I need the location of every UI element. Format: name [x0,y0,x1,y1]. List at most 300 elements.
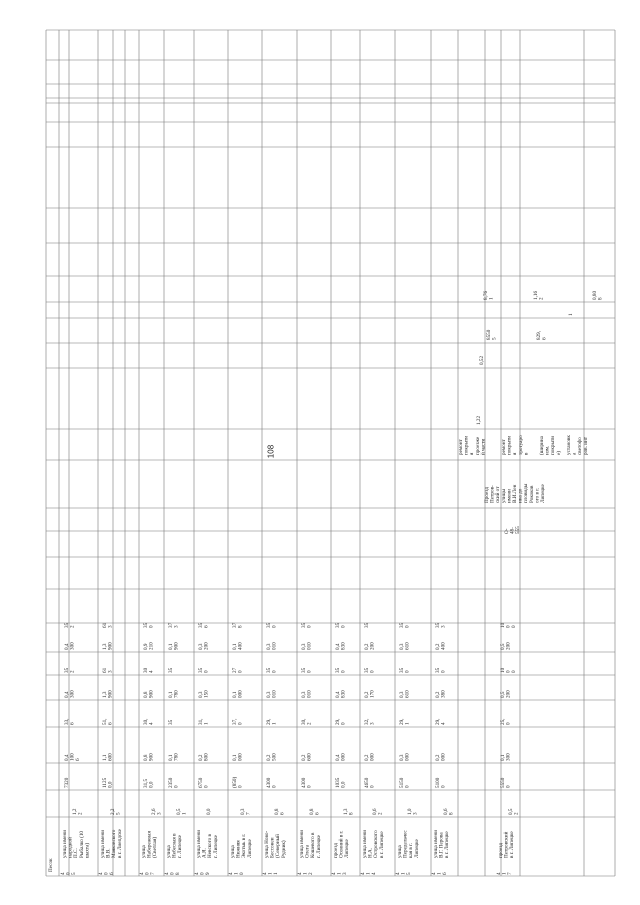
text-line: 5550 [500,777,506,788]
street-name [196,830,219,858]
text-line: Петров- [489,485,496,503]
text-line: ров. инт [582,436,589,455]
row-number [360,872,377,875]
text-line: улица имени [100,829,106,858]
value-cell [335,753,347,761]
text-line: 4 [139,872,145,875]
text-line: 35 [64,667,70,673]
text-line: 0 [144,872,151,875]
text-line: Липецке [246,839,253,858]
text-line: Рококов [528,485,535,503]
text-line: 7320 [64,777,70,788]
text-line: 0 [369,785,376,788]
text-line: 0,3 [266,643,272,650]
text-line: 0 [148,625,155,628]
value-cell [435,719,447,725]
value-cell [198,753,210,761]
text-line: 0,1 [500,754,506,761]
value-cell [64,719,76,725]
value-cell [335,690,347,698]
value-cell [309,808,321,815]
text-line: 0 [340,670,347,673]
value-cell [301,777,313,788]
text-line: 1 [404,722,411,725]
text-line: 1035 [335,777,341,788]
object-code [504,526,521,534]
value-cell [335,777,347,788]
value-cell [443,808,455,815]
text-line: 2350 [168,777,174,788]
text-line: 300 [69,642,76,650]
value-cell [232,642,244,650]
value-cell [168,690,180,698]
text-line: 0,8 [309,808,315,815]
value-cell [143,779,155,788]
text-line: 0 [404,670,411,673]
text-line: проезже [474,436,481,455]
text-line: Рудник) [280,840,287,858]
value-cell [435,642,447,650]
text-line: 6 [69,722,76,725]
text-line: 010 [306,690,313,698]
works-type [501,435,529,455]
row-number [262,872,279,875]
works-type [538,435,562,455]
text-line: 0 [173,785,180,788]
text-line: 0 [404,785,411,788]
row-number [331,872,348,875]
value-cell [435,690,447,698]
text-line: 35 [198,622,204,628]
value-cell [364,719,376,725]
text-line: 6 [279,812,286,815]
text-line: 5 [71,872,78,875]
text-line: 0,4 [64,691,70,698]
text-line: 0 [340,722,347,725]
text-line: Невского в [207,834,214,858]
text-line: 0,3 [399,643,405,650]
text-line: 6 [107,722,114,725]
text-line: 35 [198,667,204,673]
text-line: 0,2 [364,691,370,698]
value-cell [168,667,174,673]
value-cell [240,808,252,815]
text-line: 0,3 [198,643,204,650]
row-number [194,872,211,875]
value-cell [198,777,210,788]
text-line: 010 [271,642,278,650]
text-line: 25, [500,718,506,725]
text-line: (Северный [275,834,282,858]
text-line: 829, [536,330,542,340]
text-line: 0,4 [335,754,341,761]
text-line: Нижняя [235,840,242,858]
text-line: 35 [64,622,70,628]
text-line: 0 [237,670,244,673]
text-line: в г. Липецке [444,831,451,858]
text-line: 0,2 [435,643,441,650]
text-line: 2,2 [110,808,116,815]
text-line: 8550 [486,329,492,340]
text-line: 2 [69,625,76,628]
row-number [297,872,314,875]
text-line: 51, [102,718,108,725]
text-line: 0 [271,670,278,673]
text-line: в г. Лиепдске [116,829,123,858]
text-line: 35 [301,622,307,628]
text-line: 29, [266,718,272,725]
text-line: 3 [440,625,447,628]
text-line: светофо [577,437,584,455]
text-line: 7 [150,872,157,875]
text-line: 3 [107,625,114,628]
value-cell [143,719,155,725]
value-cell [168,642,180,650]
text-line: имени [506,489,513,503]
text-line: 0 [306,670,313,673]
text-line: 0 [306,785,313,788]
value-cell [335,642,347,650]
value-cell [500,753,512,761]
text-line: 4 [395,872,401,875]
text-line: 780 [173,753,180,761]
text-line: покрыти [550,435,557,455]
text-line: 35 [364,622,370,628]
text-line: 0,9 [143,643,149,650]
text-line: 61 [102,622,108,628]
text-line: 1,3 [102,643,108,650]
value-cell [232,667,244,673]
text-line: 37, [232,718,238,725]
text-line: В.И.Лен [512,484,518,503]
text-line: Экотыь в г. [241,833,248,858]
text-line: 200 [369,642,376,650]
text-line: покрыти [463,435,470,455]
text-line: 0,1 [232,643,238,650]
text-line: й части [480,438,487,455]
text-line: 4 [440,722,447,725]
text-line: 1 [203,722,210,725]
row-number [496,872,513,875]
text-line: 10 [500,622,506,628]
text-line: 48- [509,527,516,534]
value-cell [500,667,517,673]
text-line: 0 [369,670,376,673]
value-cell [476,416,482,425]
text-line: 0 [65,872,72,875]
text-line: 4650 [364,777,370,788]
text-line: 7 [245,812,252,815]
text-line: 0 [199,872,206,875]
text-line: шахта) [84,842,91,858]
text-line: 0,4 [64,754,70,761]
text-line: 900 [173,642,180,650]
text-line: 4 [164,872,170,875]
text-line: 6750 [198,777,204,788]
street-name [230,834,253,858]
text-line: 0,6 [443,808,449,815]
text-line: 30, [301,718,307,725]
text-line: 4 [371,872,378,875]
text-line: 2 [69,670,76,673]
value-cell [198,642,210,650]
value-cell [335,667,347,673]
text-line: 0,1 [168,643,174,650]
text-line: 0,52 [479,355,485,365]
text-line: 0 [203,785,210,788]
text-line: 0,0 [107,781,114,788]
text-line: 4 [194,872,200,875]
value-cell [301,753,313,761]
text-line: 6 [203,625,210,628]
value-cell [231,776,244,788]
text-line: 0 [203,670,210,673]
text-line: 0 [271,785,278,788]
text-line: 3 [369,722,376,725]
text-line: 0 [404,625,411,628]
text-line: 2 [308,872,315,875]
value-cell [500,690,512,698]
text-line: 0,5 [500,691,506,698]
text-line: Осенний в г. [338,830,345,858]
text-line: 2 [306,722,313,725]
row-number [164,872,181,875]
text-line: 2 [538,297,545,300]
text-line: 0,5 [500,643,506,650]
text-line: 0,8 [143,754,149,761]
street-name [362,830,385,858]
value-cell [364,667,376,673]
text-line: установк [566,435,572,455]
value-cell [151,808,163,815]
value-cell [301,642,313,650]
text-line: 4 [262,872,268,875]
text-line: 8,76 [483,290,489,300]
text-line: 0,3 [301,691,307,698]
page-number: 108 [266,444,276,459]
value-cell [64,667,76,673]
text-line: ский от [495,486,502,503]
text-line: 3 [156,812,163,815]
text-line: 0 [505,722,512,725]
text-line: 3 [107,670,114,673]
text-line: проезд [498,843,504,858]
value-cell [64,690,76,698]
value-cell [399,777,411,788]
text-line: а [571,452,578,455]
header-cell: Песок [48,858,54,872]
text-line: 6 [75,758,82,761]
text-line: 0,2 [435,691,441,698]
row-number [395,872,412,875]
text-line: 0,2 [198,754,204,761]
text-line: 35 [335,622,341,628]
text-line: 0,3 [399,754,405,761]
text-line: 6 [541,337,548,340]
text-line: народной [67,837,74,858]
value-cell [435,667,447,673]
value-cell [364,777,376,788]
text-line: улица [230,845,236,858]
text-line: 1 [488,297,495,300]
text-line: 10 [500,667,506,673]
text-line: 8 [597,297,604,300]
value-cell [500,719,512,725]
value-cell [399,719,411,725]
text-line: 6 [314,812,321,815]
text-line: 4 [60,872,66,875]
text-line: 0 [511,625,518,628]
text-line: 010 [271,690,278,698]
text-line: 1 [436,872,443,875]
text-line: 0 [505,785,512,788]
text-line: улица [141,845,147,858]
value-cell [536,331,548,340]
value-cell [198,690,210,698]
value-cell [364,753,376,761]
value-cell [232,690,244,698]
text-line: 1,1 [102,754,108,761]
text-line: 4300 [266,777,272,788]
text-line: Набережная [146,831,153,858]
text-line: 5100 [435,777,441,788]
text-line: 30, [143,718,149,725]
text-line: 30 [143,667,149,673]
value-cell [335,719,347,725]
text-line: покрыти [506,435,513,455]
text-line: 4 [360,872,366,875]
text-line: 0,3 [198,691,204,698]
value-cell [486,329,498,340]
text-line: г. Липецке [212,835,219,858]
value-cell [533,291,545,300]
text-line: 0,1 [168,754,174,761]
text-line: 35 [301,667,307,673]
text-line: 4 [431,872,437,875]
value-cell [143,690,155,698]
text-line: 200 [203,642,210,650]
text-line: 8 [175,872,182,875]
text-line: г. Липецке [177,835,184,858]
street-name [299,830,322,858]
text-line: 4300 [301,777,307,788]
text-line: тротуаро [517,435,524,455]
text-line: 32, [364,718,370,725]
text-line: Небесная в [171,833,178,858]
text-line: 0,1 [232,754,238,761]
text-line: 0,3 [301,643,307,650]
text-line: в [523,452,530,455]
text-line: 35 [399,667,405,673]
text-line: 5 [115,812,122,815]
text-line: 830 [340,642,347,650]
text-line: П.С. [73,848,80,858]
text-line: 37 [232,622,238,628]
value-cell [102,753,114,761]
text-line: 000 [404,753,411,761]
text-line: Олега [304,844,311,858]
text-line: Островского [373,830,380,858]
text-line: 0,2 [364,643,370,650]
text-line: 35 [435,667,441,673]
value-cell [266,777,278,788]
text-line: 29, [335,718,341,725]
street-name [141,831,158,858]
text-line: 0 [237,722,244,725]
text-line: В.В. [105,848,112,858]
text-line: 400 [440,642,447,650]
text-line: 33, [64,718,70,725]
text-line: (850) [232,776,238,788]
text-line: 35 [143,622,149,628]
text-line: 0,2 [266,754,272,761]
text-line: улицы [500,489,507,503]
text-line: улица имени [196,829,202,858]
text-line: ина до [517,488,524,503]
text-line: 0 [440,785,447,788]
street-name [498,831,515,858]
text-line: 4 [148,722,155,725]
text-line: 35 [168,719,174,725]
text-line: 4 [331,872,337,875]
value-cell [64,753,81,761]
text-line: 4 [148,670,155,673]
text-line: 000 [237,690,244,698]
text-line: 35 [168,667,174,673]
text-line: 0 [440,670,447,673]
text-line: 000 [237,753,244,761]
text-line: 35 [364,667,370,673]
value-cell [64,777,70,788]
value-cell [592,291,604,300]
value-cell [364,622,370,628]
value-cell [198,719,210,725]
text-line: 1,16 [533,290,539,300]
text-line: Н.А. [367,847,374,858]
text-line: изм. [544,445,551,455]
text-line: 1125 [102,777,108,788]
text-line: 900 [148,690,155,698]
text-line: улица Ново- [264,830,270,858]
value-cell [168,719,174,725]
text-line: 300 [505,753,512,761]
value-cell [500,777,512,788]
row-number [431,872,448,875]
text-line: 1 [400,872,407,875]
value-cell [72,808,84,815]
text-line: О- [504,528,510,534]
text-line: в г. Липецке [378,831,385,858]
value-cell [266,642,278,650]
text-line: 0,0 [340,781,347,788]
value-cell [274,808,286,815]
text-line: улица имени [299,829,305,858]
text-line: улица имени [62,829,68,858]
text-line: улица [397,845,403,858]
value-cell [399,642,411,650]
text-line: 31,5 [143,778,149,788]
text-line: 0,4 [64,643,70,650]
text-line: 37 [168,622,174,628]
value-cell [483,291,495,300]
text-line: 2 [377,812,384,815]
text-line: 1 [336,872,343,875]
text-line: 100 [69,753,76,761]
text-line: 0 [103,872,110,875]
street-name [397,830,420,858]
text-line: 900 [107,642,114,650]
row-number [139,872,156,875]
